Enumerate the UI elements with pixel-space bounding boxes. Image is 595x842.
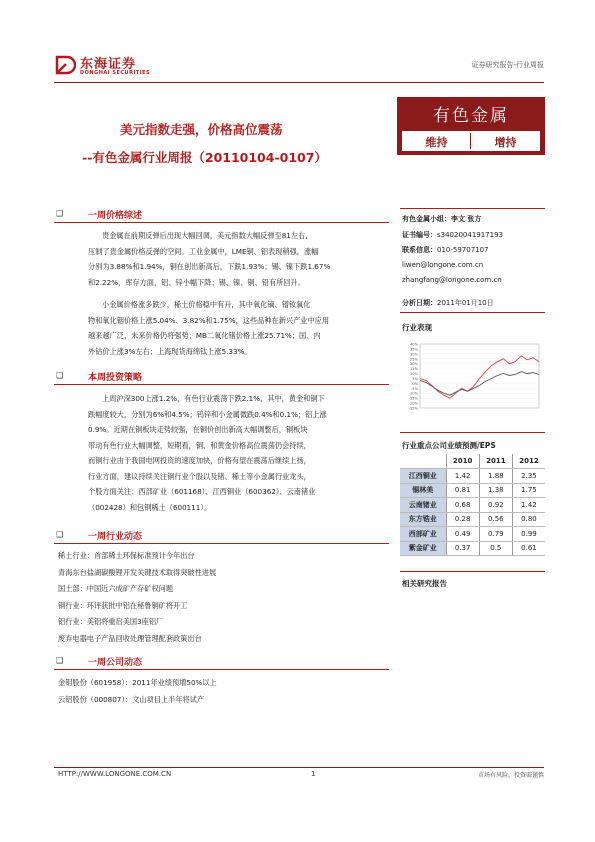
eps-value: 0.79: [479, 527, 512, 542]
section-rule: [54, 543, 389, 544]
section-heading-company-news: 一周公司动态: [88, 658, 143, 668]
text-line: 分别为3.88%和1.94%，铜在创出新高后，下跌1.93%；锡、镍下跌1.67%: [88, 262, 331, 271]
y-tick-label: 10%: [410, 372, 418, 377]
table-row: [400, 527, 545, 542]
company-name: 江西铜业: [400, 469, 446, 484]
performance-heading: 行业表现: [402, 323, 432, 332]
logo-english-name: DONGHAI SECURITIES: [80, 70, 151, 76]
section-heading-industry-news: 一周行业动态: [88, 532, 143, 542]
list-item: 铜行业：环评获批中铝在秘鲁铜矿将开工: [58, 600, 188, 610]
price-paragraph-2: [88, 297, 388, 359]
text-line: 和2.22%，库存方面，铝、锌小幅下降；锡、镍、铜、铅有所回升。: [88, 277, 305, 287]
y-tick-label: -25%: [408, 406, 418, 411]
report-subtitle: --有色金属行业周报（20110104-0107）: [82, 150, 327, 165]
sidebar-rule: [400, 432, 545, 433]
eps-value: 2.35: [512, 469, 545, 484]
text-line: 小金属价格涨多跌少，稀土价格稳中有升，其中氧化镝、镨钕氧化: [102, 300, 311, 309]
list-item: 金钼股份（601958）：2011年业绩预增50%以上: [58, 678, 217, 687]
y-tick-label: 35%: [410, 347, 418, 352]
list-item: 云铝股份（000807）：文山项目上半年将试产: [58, 695, 205, 704]
year-header: 2010: [446, 454, 479, 469]
logo-chinese-name: 东海证券: [80, 57, 137, 72]
y-tick-label: -15%: [408, 396, 418, 401]
rating-previous: 维持: [425, 136, 448, 149]
analysis-date: [402, 298, 494, 308]
eps-value: 0.5: [479, 541, 512, 556]
eps-value: 0.37: [446, 541, 479, 556]
sidebar-rule: [400, 312, 545, 313]
eps-value: 0.80: [512, 512, 545, 527]
footer-disclaimer: 市场有风险，投资需谨慎: [477, 772, 544, 779]
eps-value: 1.42: [512, 498, 545, 513]
company-name: 东方锆业: [400, 512, 446, 527]
y-tick-label: 20%: [410, 362, 418, 367]
date-value: 2011年01月10日: [437, 299, 494, 307]
series-line-1: [420, 356, 539, 398]
page-number: 1: [311, 770, 316, 778]
y-tick-label: 15%: [410, 367, 418, 372]
eps-value: 0.81: [446, 483, 479, 498]
header-divider: [54, 82, 544, 83]
strategy-paragraph: [88, 391, 388, 515]
date-label: 分析日期：: [402, 299, 437, 307]
list-item: 废弃电器电子产品回收处理管理配套政策出台: [58, 633, 202, 643]
y-tick-label: 0%: [412, 381, 418, 386]
eps-value: 1.88: [479, 469, 512, 484]
y-tick-label: 30%: [410, 352, 418, 357]
team-names: 李文 张方: [451, 215, 482, 223]
industry-news-list: [58, 548, 216, 647]
text-line: 行业方面，建议持续关注铜行业个股以及锗、稀土等小金属行业龙头，: [88, 471, 311, 481]
section-bullet-icon: ❑: [56, 209, 64, 218]
text-line: 带动有色行业大幅调整，短期看，铜、和黄金价格高位震荡仍会持续，: [88, 440, 311, 450]
section-bullet-icon: ❑: [56, 656, 64, 665]
text-line: 物和氧化铟价格上涨5.04%、3.82%和1.75%，这些品种在新兴产业中应用: [88, 315, 330, 325]
company-name: 紫金矿业: [400, 541, 446, 556]
section-rule: [54, 384, 389, 385]
eps-value: 0.49: [446, 527, 479, 542]
analyst-team: [402, 214, 481, 224]
footer-url[interactable]: HTTP://WWW.LONGONE.COM.CN: [58, 770, 172, 778]
section-rule: [54, 669, 389, 670]
eps-heading: 行业重点公司业绩预测/EPS: [402, 441, 496, 450]
text-line: 越来越广泛，未来价格仍将强势；MB二氧化锗价格上涨25.71%；国、内: [88, 331, 321, 340]
table-row: [400, 512, 545, 527]
company-name: 西部矿业: [400, 527, 446, 542]
year-header: 2011: [479, 454, 512, 469]
table-row: [400, 469, 545, 484]
text-line: 0.9%。近期在铜板块走势较强，在铜价创出新高大幅调整后，铜板块: [88, 425, 308, 434]
y-tick-label: 25%: [410, 357, 418, 362]
text-line: 上周沪深300上涨1.2%，有色行业震荡下跌2.1%，其中，黄金和铜下: [102, 394, 325, 403]
table-row: [400, 483, 545, 498]
eps-value: 1.75: [512, 483, 545, 498]
table-row: [400, 541, 545, 556]
text-line: 贵金属在前期反弹后出现大幅回调，美元指数大幅反弹至81左右，: [102, 231, 313, 240]
chart-frame: [420, 344, 539, 408]
section-heading-strategy: 本周投资策略: [88, 373, 143, 383]
contact-label: 联系信息：: [402, 246, 437, 254]
section-bullet-icon: ❑: [56, 530, 64, 539]
eps-value: 0.99: [512, 527, 545, 542]
eps-value: 1.38: [479, 483, 512, 498]
table-header-row: [400, 454, 545, 469]
price-paragraph-1: [88, 228, 388, 290]
table-corner: [400, 454, 446, 469]
contact-value: 010-59707107: [437, 246, 489, 254]
text-line: 压制了贵金属价格反弹的空间。工业金属中，LME铜、铝表现稍强，涨幅: [88, 246, 319, 256]
section-heading-price: 一周价格综述: [88, 211, 143, 221]
eps-value: 0.61: [512, 541, 545, 556]
company-name: 云南锗业: [400, 498, 446, 513]
footer-divider: [54, 767, 544, 768]
document-type: 证券研究报告-行业周报: [471, 61, 544, 69]
report-title: 美元指数走强，价格高位震荡: [120, 122, 283, 137]
company-name: 锡林美: [400, 483, 446, 498]
list-item: 青海东台盐湖碳酸锂开发关键技术取得突破性进展: [58, 567, 217, 577]
company-logo-icon: [54, 54, 76, 76]
text-line: （002428）和包钢稀土（600111）。: [88, 502, 212, 512]
section-rule: [54, 222, 389, 223]
y-tick-label: 40%: [410, 342, 418, 347]
sidebar-rule: [400, 571, 545, 572]
eps-value: 1.42: [446, 469, 479, 484]
y-tick-label: -10%: [408, 391, 418, 396]
year-header: 2012: [512, 454, 545, 469]
company-news-list: [58, 674, 217, 708]
contact: [402, 245, 489, 255]
text-line: 跌幅度较大，分别为6%和4.5%；钨锌和小金属微跌0.4%和0.1%；铝上涨: [88, 409, 327, 419]
sidebar-rule: [400, 208, 545, 209]
eps-value: 0.92: [479, 498, 512, 513]
cert-label: 证书编号：: [402, 231, 437, 239]
industry-performance-chart: [400, 340, 545, 420]
eps-value: 0.28: [446, 512, 479, 527]
industry-name: 有色金属: [433, 106, 509, 126]
y-tick-label: -20%: [408, 401, 418, 406]
certificate: [402, 230, 503, 240]
list-item: 铝行业：美铝将重启美国3座铝厂: [58, 617, 164, 626]
related-reports-heading: 相关研究报告: [402, 579, 447, 588]
section-bullet-icon: ❑: [56, 371, 64, 380]
email-1[interactable]: liwen@longone.com.cn: [402, 261, 484, 269]
eps-value: 0.68: [446, 498, 479, 513]
eps-value: 0.56: [479, 512, 512, 527]
text-line: 而铜行业由于我国电网投资的速度加快，价格有望在震荡后继续上扬，: [88, 456, 311, 465]
y-tick-label: 5%: [412, 376, 418, 381]
list-item: 国土部：中国近六成矿产存矿权问题: [58, 584, 174, 593]
team-label: 有色金属小组：: [402, 215, 451, 223]
eps-table: [400, 454, 545, 556]
email-2[interactable]: zhangfang@longone.com.cn: [402, 276, 502, 284]
text-line: 外钴价上涨3%左右；上海现货海绵钛上涨5.33%。: [88, 346, 252, 356]
rating-current: 增持: [494, 136, 517, 149]
y-tick-label: -5%: [411, 386, 418, 391]
list-item: 稀土行业：首部稀土环保标准预计今年出台: [58, 551, 195, 560]
text-line: 个股方面关注：西部矿业（601168）、江西铜业（600362）、云南锗业: [88, 487, 316, 496]
table-row: [400, 498, 545, 513]
cert-value: s34020041917193: [437, 231, 503, 239]
